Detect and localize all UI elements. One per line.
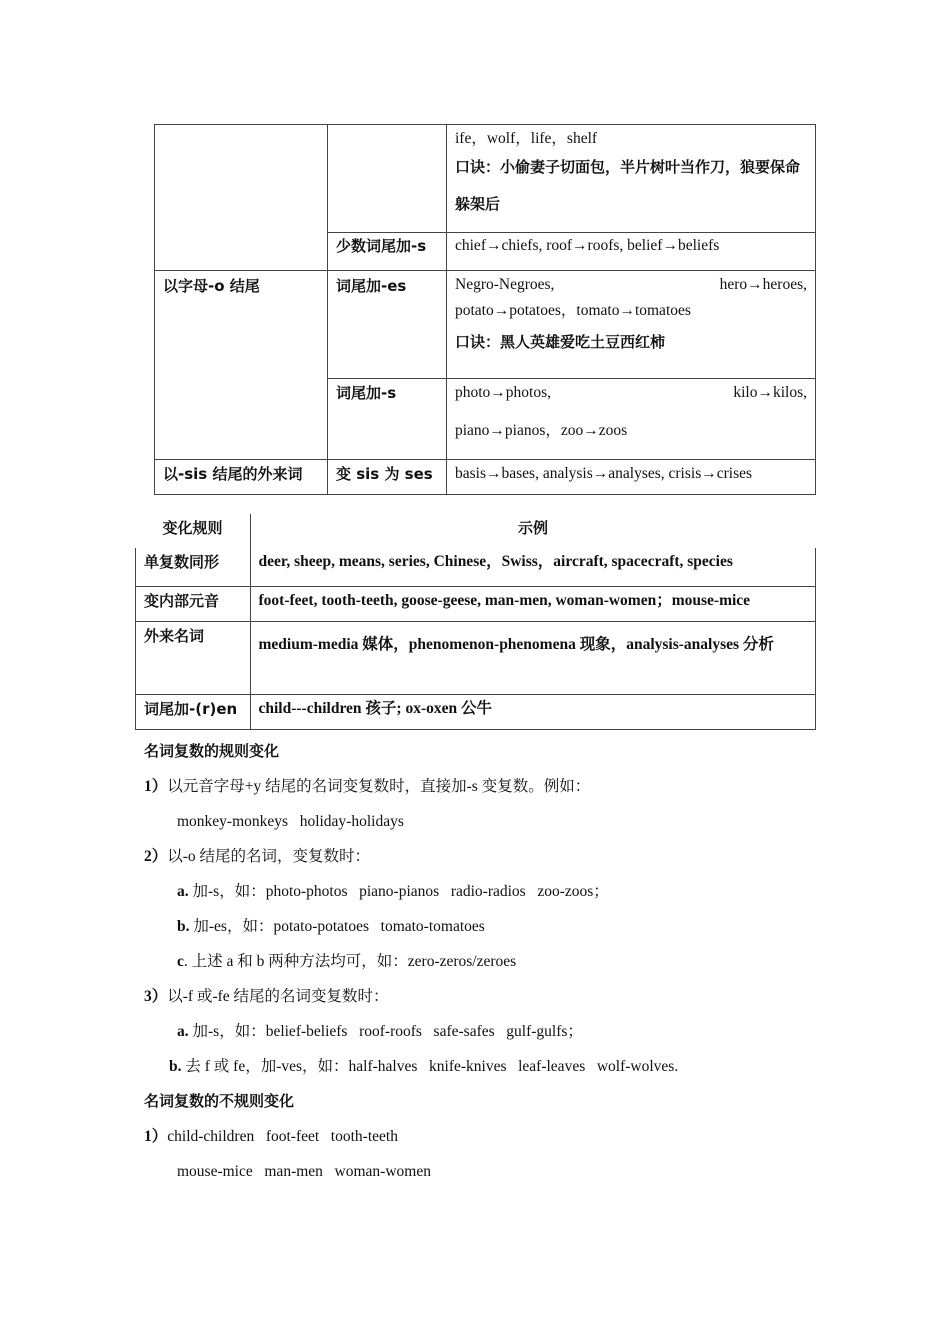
- example-text: photo→photos,: [455, 384, 552, 401]
- table-cell-empty: [155, 125, 328, 271]
- rule-example: medium-media 媒体，phenomenon-phenomena 现象，analysis-analyses 分析: [250, 622, 816, 695]
- list-number: 1）: [144, 1128, 168, 1145]
- table-cell-examples: [447, 125, 816, 233]
- list-text: 以-f 或-fe 结尾的名词变复数时：: [167, 988, 389, 1005]
- column-header-example: 示例: [517, 519, 548, 537]
- rule-example: child---children 孩子; ox-oxen 公牛: [250, 695, 816, 730]
- example-text: chief→chiefs, roof→roofs, belief→beliefs: [447, 233, 816, 271]
- sub-item-text: . 上述 a 和 b 两种方法均可，如：zero-zeros/zeroes: [183, 953, 517, 970]
- rule-category: 以-sis 结尾的外来词: [155, 460, 328, 495]
- rule-name: 变内部元音: [136, 587, 251, 622]
- example-line: [455, 383, 807, 403]
- table-row: [136, 548, 816, 587]
- sub-item-text: 去 f 或 fe，加-ves，如：half-halves knife-knives leaf-leaves wolf-wolves.: [181, 1058, 679, 1075]
- example-text: potato→potatoes，tomato→tomatoes: [455, 302, 691, 319]
- list-number: 1）: [144, 778, 168, 795]
- list-item: [144, 769, 824, 804]
- sub-item-text: 加-es，如：potato-potatoes tomato-tomatoes: [189, 918, 485, 935]
- sub-item: [144, 874, 824, 909]
- sub-item-label: a.: [177, 883, 189, 900]
- example-text: ife，wolf，life，shelf: [455, 130, 598, 147]
- sub-item-label: c: [177, 953, 184, 970]
- section-heading-irregular: 名词复数的不规则变化: [144, 1092, 295, 1110]
- example-text: piano→pianos，zoo→zoos: [455, 422, 628, 439]
- irregular-plural-table: [135, 514, 816, 730]
- example-line: mouse-mice man-men woman-women: [177, 1163, 431, 1180]
- plural-rules-table-continued: [154, 124, 816, 495]
- list-text: child-children foot-feet tooth-teeth: [167, 1128, 398, 1145]
- list-number: 3）: [144, 988, 168, 1005]
- table-row: [155, 460, 816, 495]
- rule-subtype: 变 sis 为 ses: [328, 460, 447, 495]
- mnemonic-text: 口诀：黑人英雄爱吃土豆西红柿: [455, 333, 666, 351]
- sub-item: [144, 944, 824, 979]
- rule-category: 以字母-o 结尾: [155, 271, 328, 460]
- rule-subtype: 词尾加-es: [328, 271, 447, 379]
- column-header-rule: 变化规则: [136, 514, 251, 548]
- example-text: kilo→kilos,: [733, 384, 807, 401]
- rule-example: foot-feet, tooth-teeth, goose-geese, man-men, woman-women；mouse-mice: [250, 587, 816, 622]
- table-cell-examples: [447, 379, 816, 460]
- rule-name: 外来名词: [136, 622, 251, 695]
- rule-subtype: 少数词尾加-s: [328, 233, 447, 271]
- sub-item-text: 加-s，如：belief-beliefs roof-roofs safe-safes gulf-gulfs；: [188, 1023, 583, 1040]
- table-cell-examples: [447, 271, 816, 379]
- section-heading-regular: 名词复数的规则变化: [144, 742, 280, 760]
- mnemonic-text: 口诀：小偷妻子切面包，半片树叶当作刀，狼要保命躲架后: [455, 158, 801, 213]
- example-text: Negro-Negroes,: [455, 276, 555, 293]
- example-line: [455, 275, 807, 295]
- example-line: monkey-monkeys holiday-holidays: [177, 813, 404, 830]
- sub-item-label: b.: [169, 1058, 182, 1075]
- table-cell-empty: [328, 125, 447, 233]
- sub-item: [144, 1049, 824, 1084]
- sub-item: [144, 909, 824, 944]
- sub-item-label: a.: [177, 1023, 189, 1040]
- sub-item-text: 加-s，如：photo-photos piano-pianos radio-radios zoo-zoos；: [188, 883, 609, 900]
- table-header-row: [136, 514, 816, 548]
- table-row: [155, 125, 816, 233]
- rule-example: deer, sheep, means, series, Chinese，Swiss，aircraft, spacecraft, species: [250, 548, 816, 587]
- table-row: [136, 587, 816, 622]
- sub-item-label: b.: [177, 918, 190, 935]
- list-number: 2）: [144, 848, 168, 865]
- table-row: [136, 695, 816, 730]
- table-row: [155, 271, 816, 379]
- sub-item: [144, 1014, 824, 1049]
- rule-subtype: 词尾加-s: [328, 379, 447, 460]
- rule-name: 单复数同形: [136, 548, 251, 587]
- example-text: basis→bases, analysis→analyses, crisis→crises: [447, 460, 816, 495]
- list-item: [144, 979, 824, 1014]
- rule-name: 词尾加-(r)en: [136, 695, 251, 730]
- table-row: [136, 622, 816, 695]
- list-text: 以元音字母+y 结尾的名词变复数时，直接加-s 变复数。例如：: [167, 778, 591, 795]
- list-item: [144, 1119, 824, 1154]
- plural-rules-notes: [144, 734, 824, 1189]
- list-text: 以-o 结尾的名词，变复数时：: [167, 848, 371, 865]
- list-item: [144, 839, 824, 874]
- example-text: hero→heroes,: [719, 276, 807, 293]
